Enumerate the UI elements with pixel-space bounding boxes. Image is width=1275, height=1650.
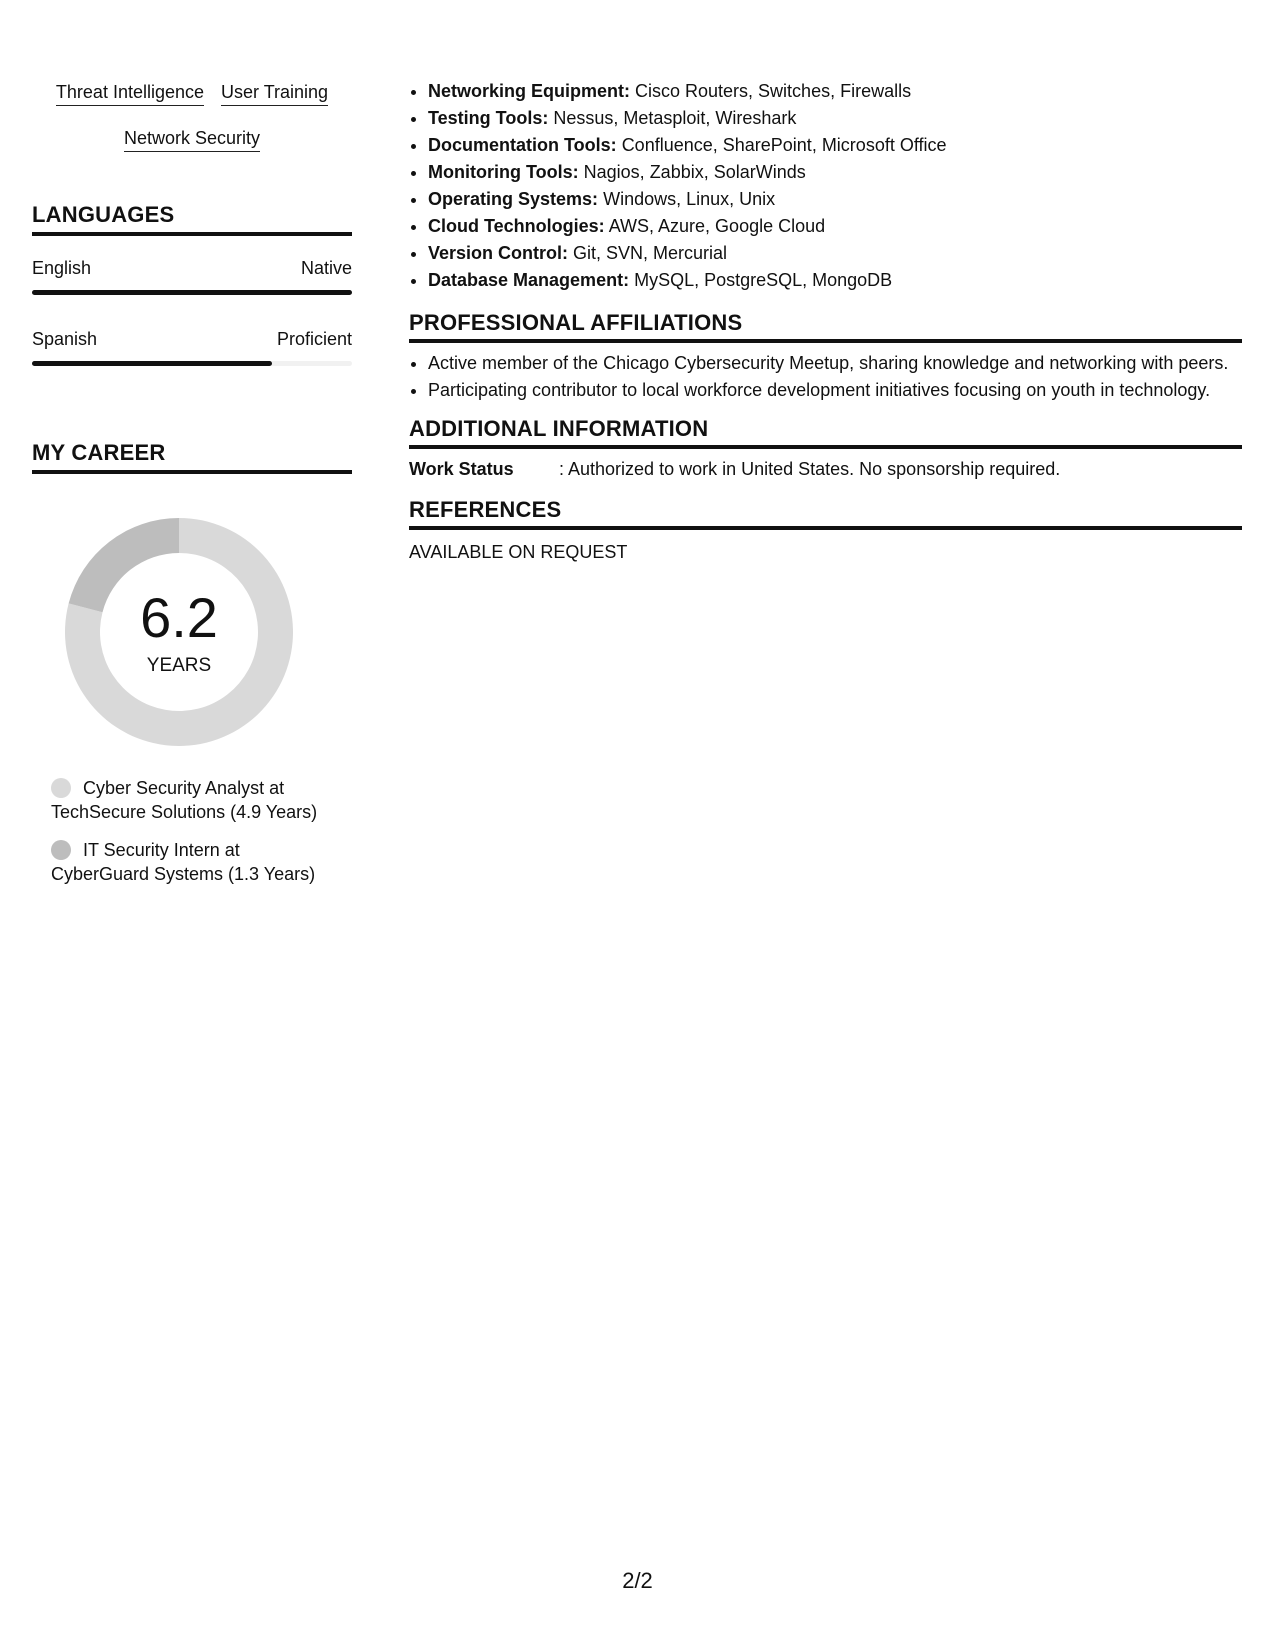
- tools-list-item: [428, 78, 1242, 105]
- tool-values: Cisco Routers, Switches, Firewalls: [635, 81, 912, 101]
- tool-values: Git, SVN, Mercurial: [573, 243, 728, 263]
- work-status-label: Work Status: [409, 459, 514, 479]
- career-legend-item: [51, 776, 331, 824]
- language-english: [32, 256, 352, 295]
- references-text: AVAILABLE ON REQUEST: [409, 542, 628, 562]
- tool-category: Networking Equipment:: [428, 81, 630, 101]
- tools-list-item: [428, 267, 1242, 294]
- affiliations-list: [409, 351, 1242, 402]
- tool-category: Operating Systems:: [428, 189, 599, 209]
- language-name: English: [32, 258, 92, 278]
- career-legend-item: [51, 838, 331, 886]
- tools-list-item: [428, 240, 1242, 267]
- tools-list-item: [428, 159, 1242, 186]
- right-column: [409, 78, 1242, 564]
- tool-category: Testing Tools:: [428, 108, 549, 128]
- language-bar: [32, 361, 352, 366]
- tools-list-item: [428, 213, 1242, 240]
- career-donut-chart: [65, 518, 293, 746]
- tool-category: Documentation Tools:: [428, 135, 617, 155]
- skill-tag: User Training: [221, 80, 328, 106]
- career-heading: MY CAREER: [32, 440, 352, 474]
- language-bar-fill: [32, 290, 352, 295]
- tool-category: Monitoring Tools:: [428, 162, 579, 182]
- work-status-value: : Authorized to work in United States. No sponsorship required.: [559, 459, 1061, 479]
- affiliation-item: • Active member of the Chicago Cybersecurity Meetup, sharing knowledge and networking with peers.: [428, 351, 1242, 375]
- career-legend: [51, 776, 331, 886]
- language-bar: [32, 290, 352, 295]
- language-spanish: [32, 327, 352, 366]
- tool-values: Nessus, Metasploit, Wireshark: [553, 108, 797, 128]
- tool-values: Windows, Linux, Unix: [603, 189, 776, 209]
- tool-values: Confluence, SharePoint, Microsoft Office: [621, 135, 947, 155]
- tool-category: Version Control:: [428, 243, 569, 263]
- page-number: 2/2: [622, 1568, 653, 1593]
- tool-values: Nagios, Zabbix, SolarWinds: [583, 162, 806, 182]
- language-level: Native: [300, 258, 352, 278]
- work-status-row: [409, 457, 1242, 481]
- languages-heading: LANGUAGES: [32, 202, 352, 236]
- language-bar-fill: [32, 361, 272, 366]
- language-name: Spanish: [32, 329, 98, 349]
- skill-tag: Threat Intelligence: [56, 80, 204, 106]
- tool-values: MySQL, PostgreSQL, MongoDB: [634, 270, 893, 290]
- legend-dot: [51, 778, 71, 798]
- skill-tags: [32, 80, 352, 152]
- career-total-years: 6.2: [140, 586, 218, 649]
- career-role-label: IT Security Intern at CyberGuard Systems (1.3 Years): [51, 840, 316, 884]
- affiliations-heading: PROFESSIONAL AFFILIATIONS: [409, 310, 1242, 343]
- tools-list-item: [428, 186, 1242, 213]
- additional-info-heading: ADDITIONAL INFORMATION: [409, 416, 1242, 449]
- tools-list-item: [428, 105, 1242, 132]
- left-column: [32, 80, 352, 900]
- tools-list: [409, 78, 1242, 294]
- tool-category: Cloud Technologies:: [428, 216, 605, 236]
- career-role-label: Cyber Security Analyst at TechSecure Solutions (4.9 Years): [51, 778, 318, 822]
- tool-category: Database Management:: [428, 270, 630, 290]
- legend-dot: [51, 840, 71, 860]
- references-heading: REFERENCES: [409, 497, 1242, 530]
- affiliation-item: • Participating contributor to local workforce development initiatives focusing on youth in technology.: [428, 378, 1242, 402]
- language-level: Proficient: [276, 329, 352, 349]
- tools-list-item: [428, 132, 1242, 159]
- career-total-unit: YEARS: [146, 655, 212, 676]
- tool-values: AWS, Azure, Google Cloud: [608, 216, 826, 236]
- skill-tag: Network Security: [124, 126, 260, 152]
